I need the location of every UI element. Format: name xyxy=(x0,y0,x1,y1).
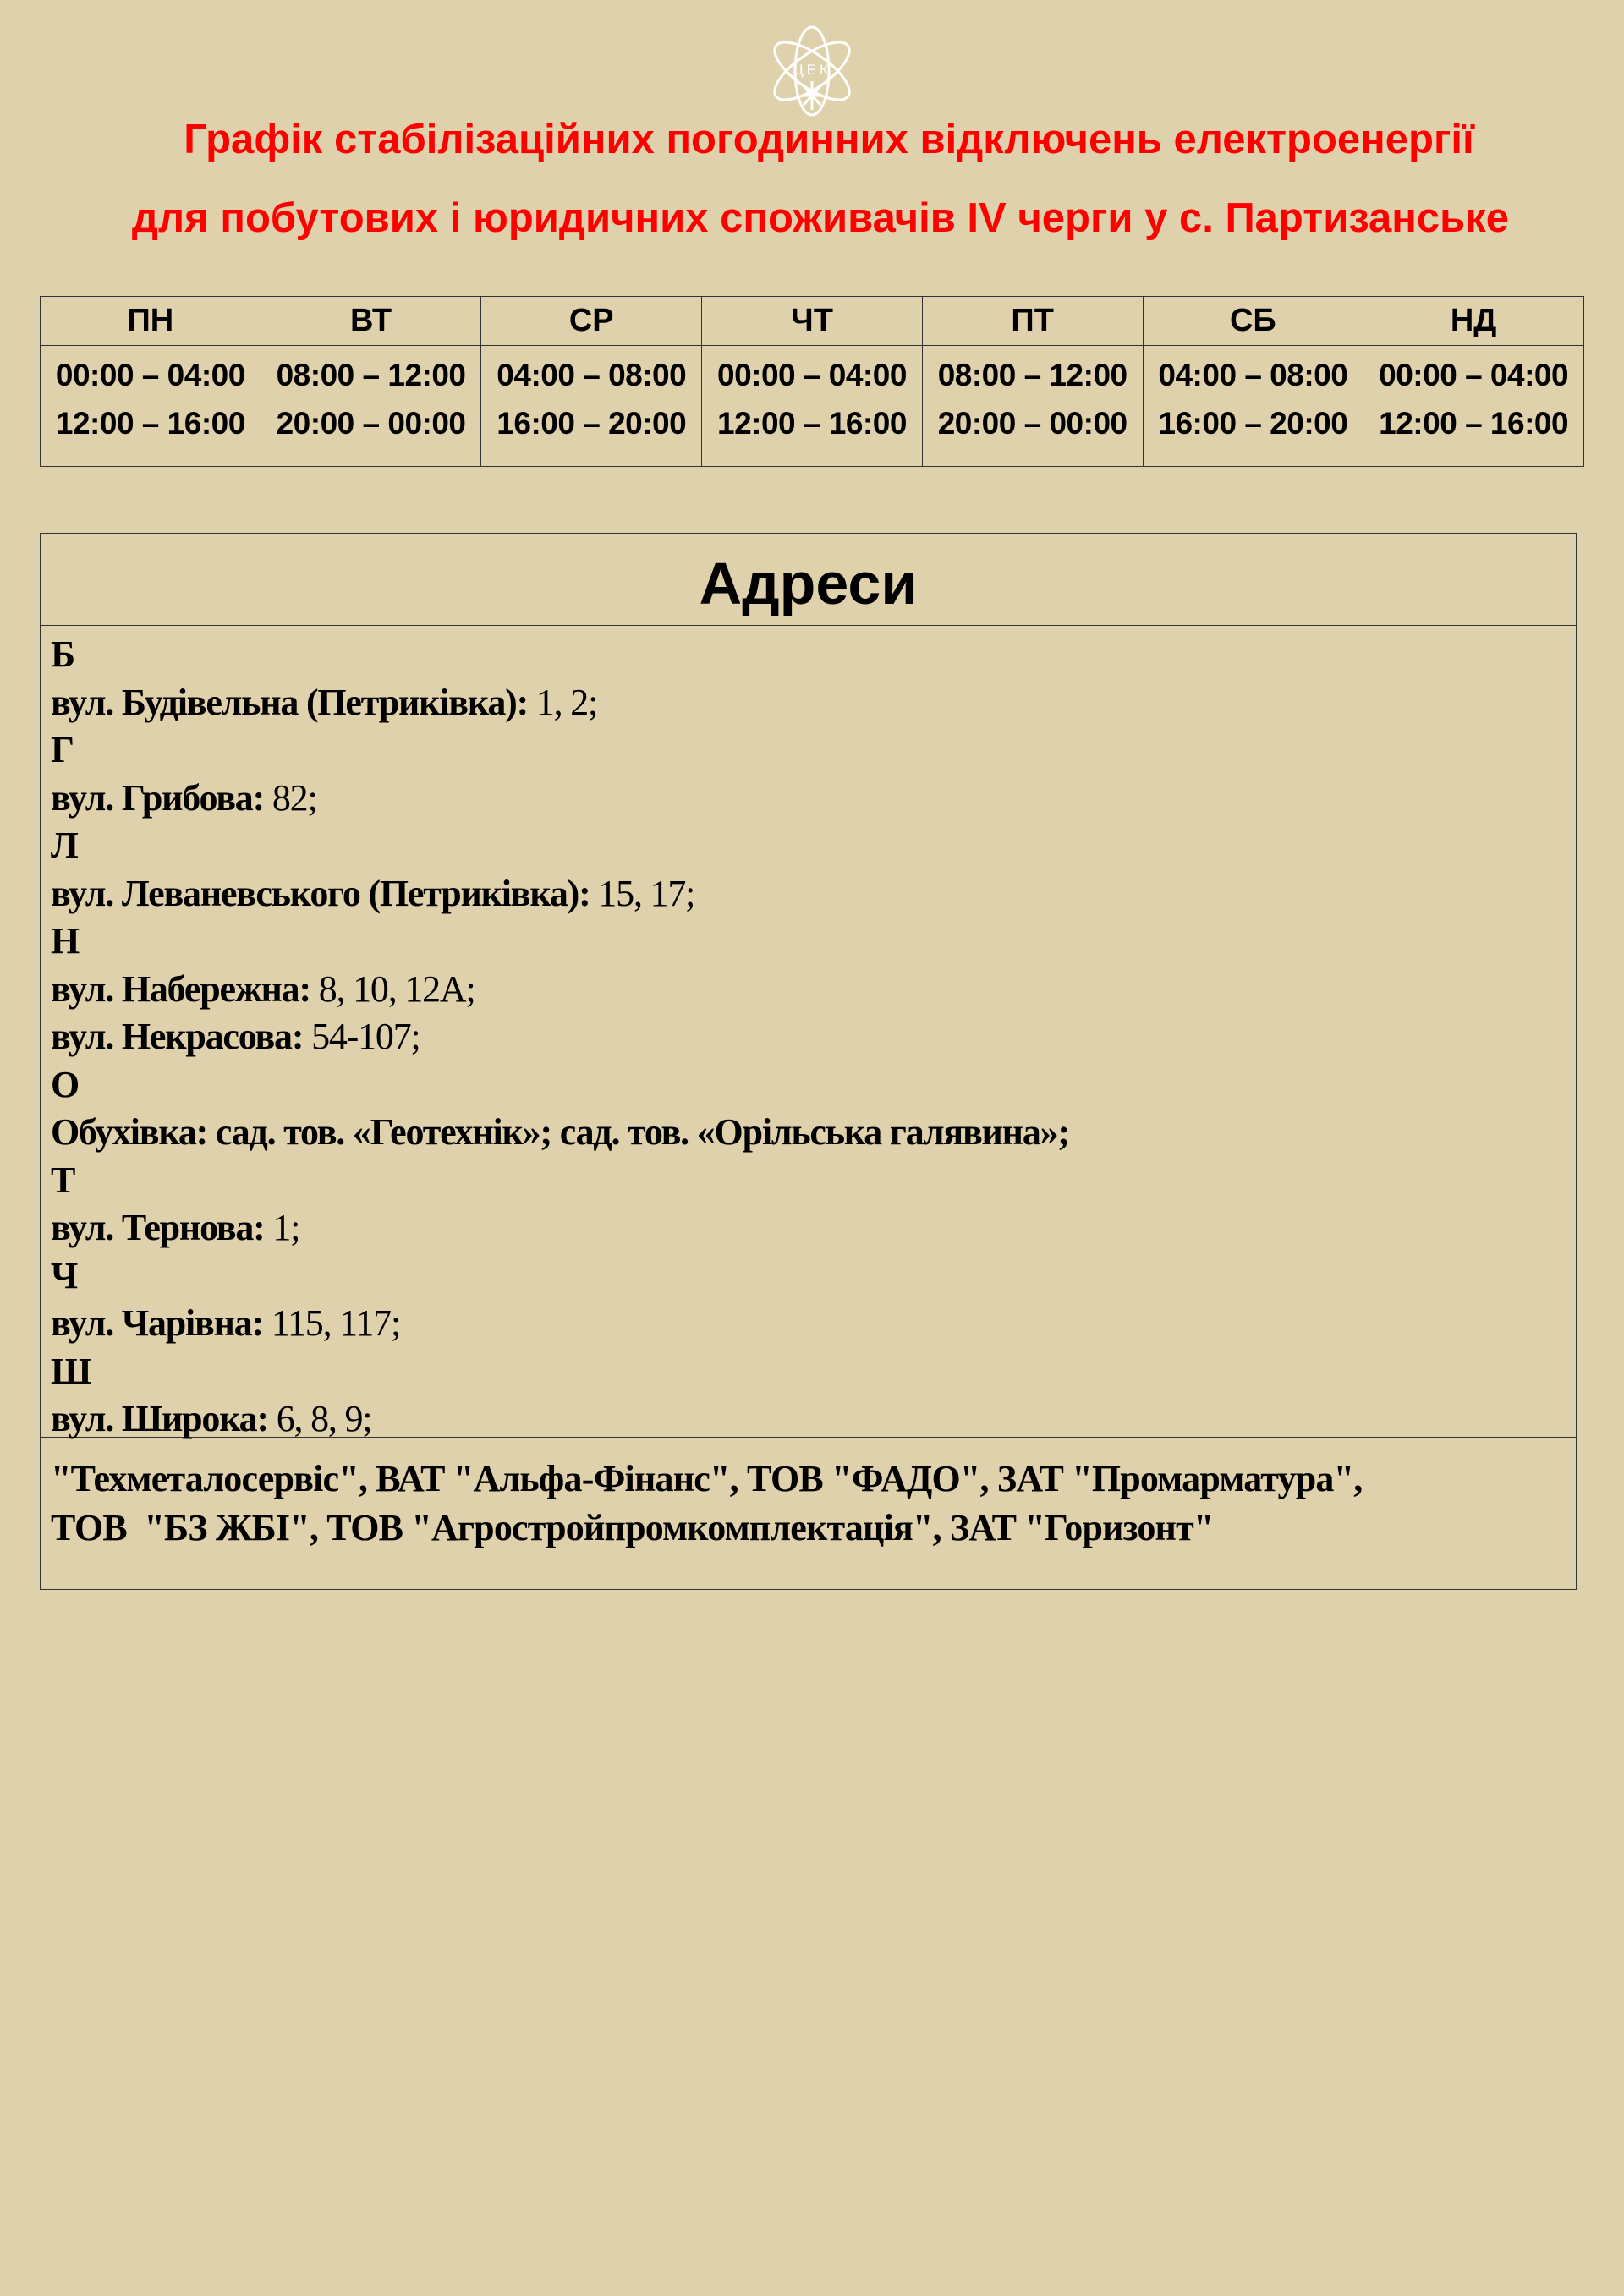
schedule-header-row xyxy=(41,297,1584,346)
day-header: СБ xyxy=(1143,297,1363,346)
address-letter xyxy=(51,1061,1566,1110)
address-label: вул. Грибова: xyxy=(51,776,272,819)
time-slot: 00:00 – 04:00 xyxy=(55,358,245,392)
address-label: Н xyxy=(51,920,80,962)
addresses-heading: Адреси xyxy=(41,534,1576,626)
time-slot: 12:00 – 16:00 xyxy=(55,406,245,441)
time-slot: 12:00 – 16:00 xyxy=(717,406,907,441)
time-slot: 20:00 – 00:00 xyxy=(276,406,466,441)
logo-text: ЦЕК xyxy=(793,62,831,78)
address-label: вул. Некрасова: xyxy=(51,1016,312,1057)
time-slot: 16:00 – 20:00 xyxy=(1158,406,1348,441)
address-item xyxy=(51,870,1566,918)
page-title-line-1: Графік стабілізаційних погодинних відключень електроенергії xyxy=(184,117,1474,162)
address-label: вул. Будівельна (Петриківка): xyxy=(51,681,536,723)
address-label: вул. Леваневського (Петриківка): xyxy=(51,872,599,914)
address-label: Ш xyxy=(51,1350,91,1392)
time-slot: 12:00 – 16:00 xyxy=(1379,406,1569,441)
address-label: вул. Тернова: xyxy=(51,1207,273,1248)
address-list xyxy=(41,626,1576,1438)
time-slot: 04:00 – 08:00 xyxy=(1158,358,1348,392)
address-item xyxy=(51,1204,1566,1252)
day-header: ПН xyxy=(41,297,261,346)
house-numbers: 8, 10, 12А; xyxy=(318,967,475,1010)
address-label: Обухівка: сад. тов. «Геотехнік»; сад. тов. «Орільська галявина»; xyxy=(51,1111,1069,1153)
companies-line: "Техметалосервіс", ВАТ "Альфа-Фінанс", ТОВ "ФАДО", ЗАТ "Промарматура", xyxy=(51,1458,1363,1499)
address-label: Л xyxy=(51,825,78,866)
addresses-box xyxy=(40,533,1577,1590)
day-header: НД xyxy=(1363,297,1584,346)
companies-line: ТОВ "БЗ ЖБІ", ТОВ "Агростройпромкомплектація", ЗАТ "Горизонт" xyxy=(51,1507,1214,1548)
address-label: О xyxy=(51,1063,80,1105)
address-label: вул. Набережна: xyxy=(51,967,319,1010)
page-title-line-2: для побутових і юридичних споживачів IV черги у с. Партизанське xyxy=(131,195,1510,241)
time-slot: 08:00 – 12:00 xyxy=(276,358,466,392)
address-letter xyxy=(51,1252,1566,1301)
address-label: Б xyxy=(51,633,74,675)
address-letter xyxy=(51,1157,1566,1205)
house-numbers: 54-107; xyxy=(311,1016,420,1057)
outage-schedule-table xyxy=(40,296,1584,467)
house-numbers: 15, 17; xyxy=(598,872,695,914)
address-item xyxy=(51,1109,1566,1157)
address-label: Г xyxy=(51,729,74,770)
address-label: Т xyxy=(51,1159,75,1201)
day-header: ЧТ xyxy=(702,297,923,346)
address-item xyxy=(51,1013,1566,1061)
house-numbers: 1; xyxy=(272,1207,300,1248)
house-numbers: 115, 117; xyxy=(271,1302,400,1344)
address-item xyxy=(51,1395,1566,1444)
day-slots-cell xyxy=(261,346,481,467)
day-slots-cell xyxy=(481,346,702,467)
day-header: СР xyxy=(481,297,702,346)
time-slot: 04:00 – 08:00 xyxy=(497,358,687,392)
day-slots-cell xyxy=(1363,346,1584,467)
address-letter xyxy=(51,726,1566,775)
address-label: вул. Чарівна: xyxy=(51,1302,272,1344)
address-item xyxy=(51,775,1566,823)
address-letter xyxy=(51,631,1566,679)
address-label: Ч xyxy=(51,1254,78,1296)
house-numbers: 6, 8, 9; xyxy=(276,1398,372,1439)
house-numbers: 82; xyxy=(272,776,317,819)
address-label: вул. Широка: xyxy=(51,1398,277,1439)
address-letter xyxy=(51,822,1566,870)
day-header: ПТ xyxy=(922,297,1143,346)
schedule-slots-row xyxy=(41,346,1584,467)
time-slot: 00:00 – 04:00 xyxy=(717,358,907,392)
house-numbers: 1, 2; xyxy=(535,681,598,723)
time-slot: 20:00 – 00:00 xyxy=(937,406,1127,441)
address-item xyxy=(51,1300,1566,1348)
time-slot: 08:00 – 12:00 xyxy=(937,358,1127,392)
time-slot: 00:00 – 04:00 xyxy=(1379,358,1569,392)
address-item xyxy=(51,679,1566,727)
day-header: ВТ xyxy=(261,297,481,346)
time-slot: 16:00 – 20:00 xyxy=(497,406,687,441)
day-slots-cell xyxy=(702,346,923,467)
day-slots-cell xyxy=(922,346,1143,467)
address-letter xyxy=(51,1348,1566,1396)
address-letter xyxy=(51,918,1566,966)
day-slots-cell xyxy=(1143,346,1363,467)
companies-list xyxy=(41,1438,1576,1553)
cek-logo-icon xyxy=(761,15,863,121)
day-slots-cell xyxy=(41,346,261,467)
address-item xyxy=(51,966,1566,1014)
